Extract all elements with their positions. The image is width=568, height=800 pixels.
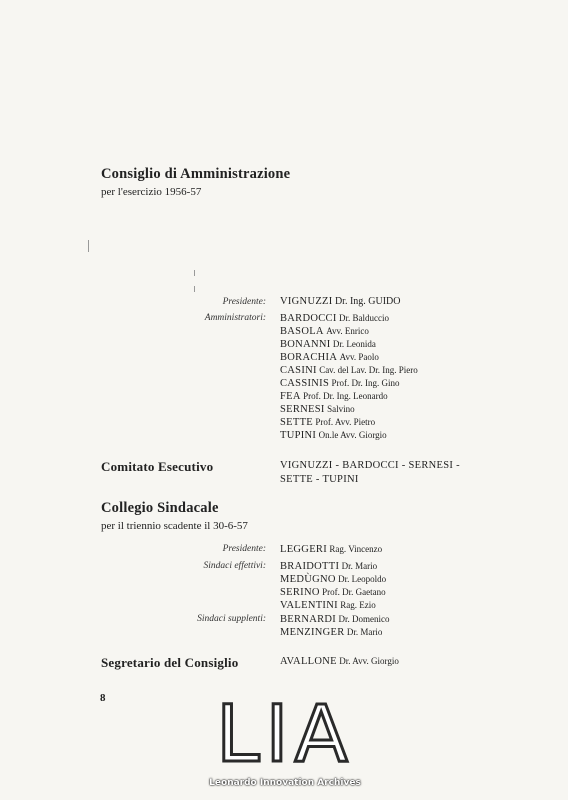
surname: SERINO bbox=[280, 587, 320, 598]
surname: SERNESI bbox=[280, 404, 325, 415]
secretary-name bbox=[280, 655, 399, 668]
given-name-title: Cav. del Lav. Dr. Ing. Piero bbox=[319, 365, 418, 375]
surname: MEDÙGNO bbox=[280, 574, 336, 585]
scan-speck bbox=[194, 286, 195, 292]
auditors-president-role: Presidente: bbox=[222, 544, 266, 554]
scan-speck bbox=[194, 270, 195, 276]
given-name-title: Rag. Vincenzo bbox=[329, 544, 383, 554]
board-directors-list bbox=[280, 312, 418, 442]
given-name-title: Dr. Leonida bbox=[332, 339, 376, 349]
name-entry bbox=[280, 543, 382, 556]
given-name-title: Dr. Avv. Giorgio bbox=[339, 656, 399, 666]
name-entry bbox=[280, 613, 389, 626]
given-name-title: Salvino bbox=[327, 404, 355, 414]
watermark-logo bbox=[200, 690, 370, 800]
auditors-substitute-list bbox=[280, 613, 389, 639]
auditors-effective-list bbox=[280, 560, 386, 612]
name-entry bbox=[280, 390, 418, 403]
name-entry bbox=[280, 325, 418, 338]
given-name-title: Dr. Mario bbox=[346, 627, 383, 637]
executive-title: Comitato Esecutivo bbox=[101, 459, 214, 474]
surname: CASINI bbox=[280, 365, 317, 376]
name-entry bbox=[280, 573, 386, 586]
surname: SETTE bbox=[280, 417, 313, 428]
given-name-title: Avv. Paolo bbox=[339, 352, 379, 362]
given-name-title: Dr. Ing. GUIDO bbox=[334, 296, 401, 307]
page-number: 8 bbox=[100, 692, 106, 704]
watermark-caption: Leonardo Innovation Archives bbox=[209, 778, 361, 788]
surname: VIGNUZZI bbox=[280, 296, 333, 307]
executive-members: VIGNUZZI - BARDOCCI - SERNESI - SETTE - TUPINI bbox=[280, 460, 460, 485]
board-president-role: Presidente: bbox=[222, 297, 266, 307]
name-entry bbox=[280, 655, 399, 668]
name-entry bbox=[280, 560, 386, 573]
name-entry bbox=[280, 364, 418, 377]
given-name-title: Dr. Balduccio bbox=[339, 313, 390, 323]
surname: VALENTINI bbox=[280, 600, 338, 611]
board-title: Consiglio di Amministrazione bbox=[101, 166, 291, 182]
secretary-title: Segretario del Consiglio bbox=[101, 655, 239, 670]
given-name-title: Prof. Dr. Ing. Gino bbox=[331, 378, 400, 388]
name-entry bbox=[280, 296, 400, 308]
name-entry bbox=[280, 338, 418, 351]
board-directors-role: Amministratori: bbox=[204, 313, 266, 323]
given-name-title: Prof. Dr. Ing. Leonardo bbox=[303, 391, 388, 401]
given-name-title: Prof. Dr. Gaetano bbox=[322, 587, 386, 597]
surname: BRAIDOTTI bbox=[280, 561, 340, 572]
watermark-logo-text: LIA bbox=[216, 690, 354, 780]
name-entry bbox=[280, 416, 418, 429]
given-name-title: Dr. Mario bbox=[341, 561, 378, 571]
surname: MENZINGER bbox=[280, 627, 345, 638]
given-name-title: Dr. Domenico bbox=[338, 614, 390, 624]
given-name-title: Rag. Ezio bbox=[340, 600, 376, 610]
name-entry bbox=[280, 351, 418, 364]
surname: BORACHIA bbox=[280, 352, 338, 363]
surname: CASSINIS bbox=[280, 378, 330, 389]
name-entry bbox=[280, 403, 418, 416]
surname: BERNARDI bbox=[280, 614, 337, 625]
scan-speck bbox=[88, 240, 89, 252]
given-name-title: Dr. Leopoldo bbox=[338, 574, 387, 584]
auditors-president bbox=[280, 543, 382, 556]
surname: BARDOCCI bbox=[280, 313, 337, 324]
board-president bbox=[280, 296, 400, 308]
surname: BASOLA bbox=[280, 326, 324, 337]
given-name-title: Avv. Enrico bbox=[326, 326, 369, 336]
given-name-title: Prof. Avv. Pietro bbox=[315, 417, 376, 427]
auditors-substitute-role: Sindaci supplenti: bbox=[197, 614, 266, 624]
surname: FEA bbox=[280, 391, 301, 402]
surname: LEGGERI bbox=[280, 544, 328, 555]
surname: AVALLONE bbox=[280, 656, 337, 667]
surname: BONANNI bbox=[280, 339, 331, 350]
name-entry bbox=[280, 312, 418, 325]
auditors-effective-role: Sindaci effettivi: bbox=[203, 561, 266, 571]
name-entry bbox=[280, 586, 386, 599]
name-entry bbox=[280, 599, 386, 612]
name-entry bbox=[280, 626, 389, 639]
auditors-subtitle: per il triennio scadente il 30-6-57 bbox=[101, 520, 248, 532]
auditors-title: Collegio Sindacale bbox=[101, 500, 219, 516]
board-subtitle: per l'esercizio 1956-57 bbox=[101, 186, 202, 198]
given-name-title: On.le Avv. Giorgio bbox=[318, 430, 387, 440]
name-entry bbox=[280, 377, 418, 390]
surname: TUPINI bbox=[280, 430, 317, 441]
name-entry bbox=[280, 429, 418, 442]
